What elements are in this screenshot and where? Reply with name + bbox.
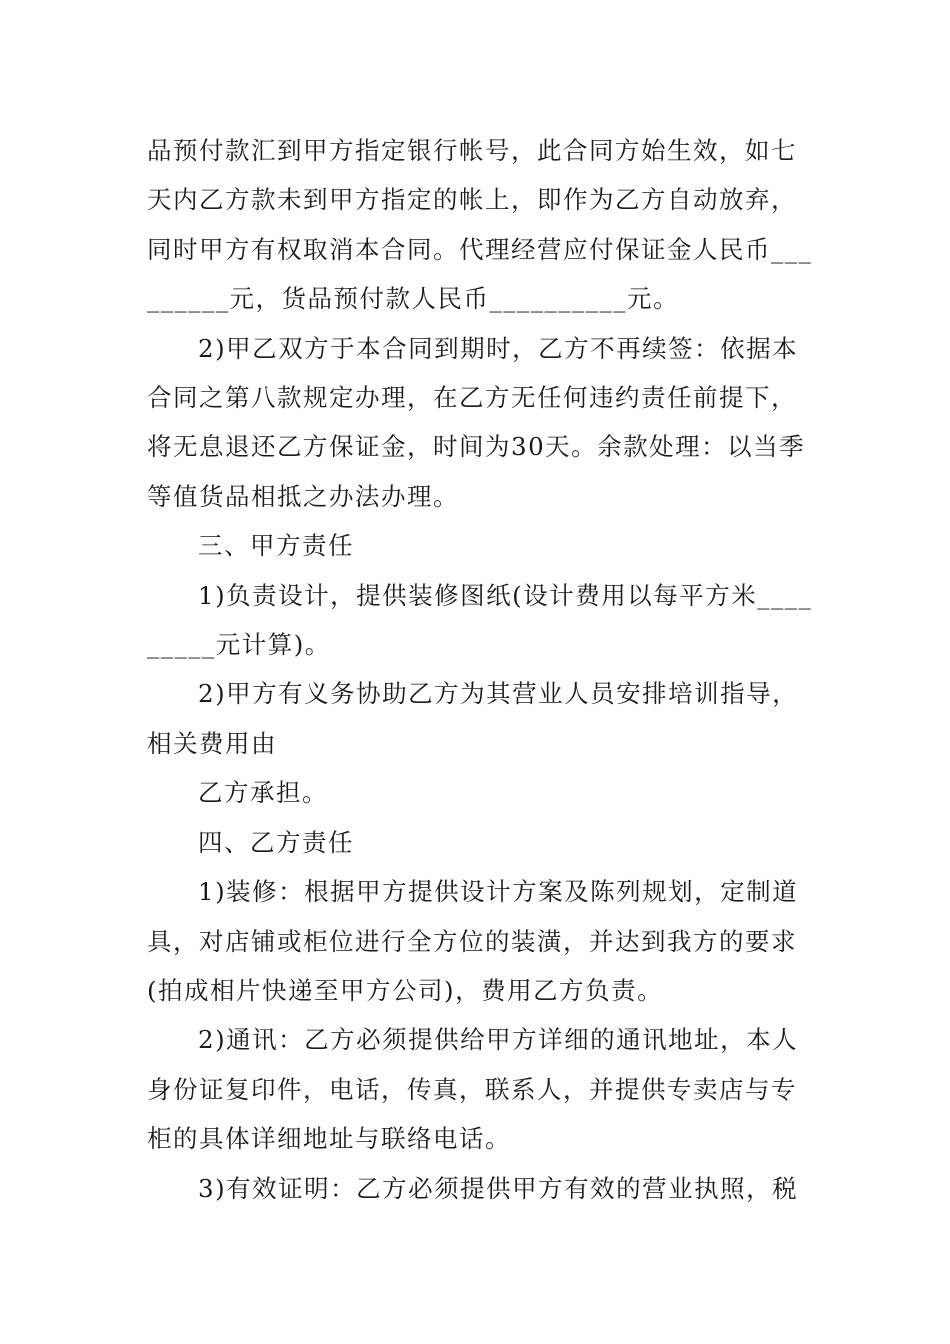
text-line: 具，对店铺或柜位进行全方位的装潢，并达到我方的要求	[147, 926, 797, 956]
text-line: 柜的具体详细地址与联络电话。	[147, 1124, 511, 1154]
paragraph-party-b-communication	[147, 1015, 807, 1163]
paragraph-party-b-bears	[147, 768, 807, 817]
paragraph-party-b-certificates	[147, 1164, 807, 1213]
text-line: 品预付款汇到甲方指定银行帐号，此合同方始生效，如七	[147, 136, 797, 165]
text-line: 1)装修：根据甲方提供设计方案及陈列规划，定制道	[198, 877, 799, 907]
text-line: 3)有效证明：乙方必须提供甲方有效的营业执照，税	[198, 1173, 799, 1203]
paragraph-party-a-design	[147, 571, 813, 670]
text-line: 2)通讯：乙方必须提供给甲方详细的通讯地址，本人	[198, 1025, 799, 1055]
paragraph-renewal	[147, 324, 807, 522]
section-heading-party-a	[147, 521, 807, 570]
section-heading: 三、甲方责任	[198, 531, 354, 561]
text-line: 天内乙方款未到甲方指定的帐上，即作为乙方自动放弃，	[147, 185, 797, 215]
text-line: 1)负责设计，提供装修图纸(设计费用以每平方米____	[198, 580, 813, 610]
paragraph-party-b-decoration	[147, 867, 807, 1015]
text-line: (拍成相片快递至甲方公司)，费用乙方负责。	[147, 975, 664, 1005]
document-page	[147, 126, 813, 1213]
text-line: 2)甲方有义务协助乙方为其营业人员安排培训指导，	[198, 679, 799, 709]
text-line: 将无息退还乙方保证金，时间为30天。余款处理：以当季	[147, 432, 806, 462]
text-line: 等值货品相抵之办法办理。	[147, 481, 459, 511]
text-line: 相关费用由	[147, 728, 277, 758]
text-line: 同时甲方有权取消本合同。代理经营应付保证金人民币___	[147, 234, 813, 264]
text-line: 乙方承担。	[198, 778, 328, 808]
text-line: 身份证复印件，电话，传真，联系人，并提供专卖店与专	[147, 1074, 797, 1104]
text-line: 2)甲乙双方于本合同到期时，乙方不再续签：依据本	[198, 333, 799, 363]
section-heading: 四、乙方责任	[198, 827, 354, 857]
paragraph-payment-terms	[147, 126, 813, 324]
paragraph-party-a-training	[147, 669, 807, 768]
text-line: ______元，货品预付款人民币__________元。	[147, 284, 679, 314]
section-heading-party-b	[147, 818, 807, 867]
text-line: _____元计算)。	[147, 630, 331, 660]
text-line: 合同之第八款规定办理，在乙方无任何违约责任前提下，	[147, 383, 797, 413]
